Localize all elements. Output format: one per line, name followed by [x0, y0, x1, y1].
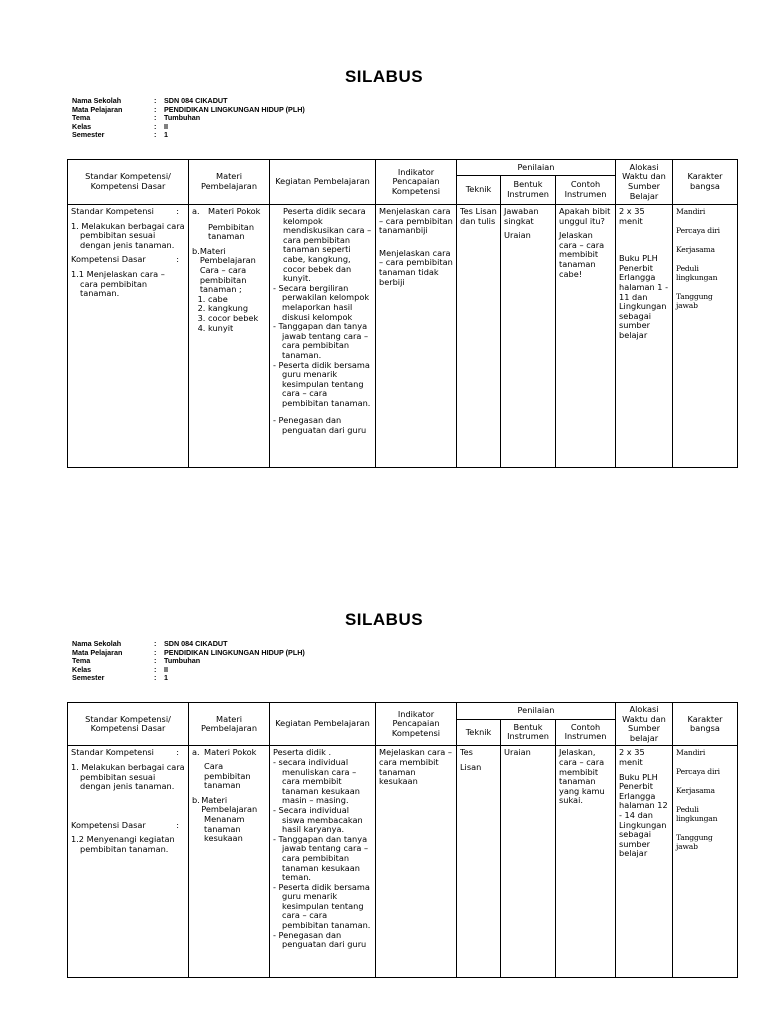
kegiatan-item: - secara individual menuliskan cara – cara membibit tanaman kesukaan masin – masing.: [273, 756, 360, 806]
sk-text: 1. Melakukan berbagai cara pembibitan sesuai dengan jenis tanaman.: [71, 220, 185, 250]
karakter-item: Mandiri: [676, 748, 706, 758]
teknik-item: Lisan: [460, 761, 482, 772]
kegiatan-item: - Secara bergiliran perwakilan kelompok melaporkan hasil diskusi kelompok: [273, 282, 370, 322]
meta-value: Tumbuhan: [164, 113, 201, 123]
kegiatan-item: - Secara individual siswa membacakan hasil karyanya.: [273, 804, 363, 835]
table-row: [68, 205, 738, 468]
meta-label: Tema: [72, 656, 91, 666]
cell-teknik: [457, 746, 501, 978]
document-meta: [72, 97, 305, 140]
header-materi: Materi Pembelajaran: [189, 160, 270, 205]
header-karakter: Karakter bangsa: [673, 703, 738, 746]
header-teknik: Teknik: [457, 176, 501, 205]
cell-materi: a. Materi Pokok Cara pembibitan tanaman b. Materi Pembelajaran Menanam tanaman kesukaan: [189, 746, 270, 978]
meta-label: Kelas: [72, 664, 92, 674]
cell-materi: a. Materi Pokok Pembibitan tanaman b. Materi Pembelajaran Cara – cara pembibitan tanaman ; 1. cabe 2. kangkung 3. cocor bebek 4. kunyit: [189, 205, 270, 468]
cell-indikator: [376, 205, 457, 468]
alokasi-waktu: 2 x 35 menit: [619, 206, 645, 226]
meta-label: Nama Sekolah: [72, 96, 122, 105]
header-alokasi: Alokasi Waktu dan Sumber Belajar: [616, 160, 673, 205]
meta-label: Mata Pelajaran: [72, 104, 123, 114]
meta-label: Kelas: [72, 121, 92, 131]
syllabus-table: [67, 159, 738, 468]
meta-value: II: [164, 121, 168, 131]
sumber-belajar: Buku PLH Penerbit Erlangga halaman 1 - 11 dan Lingkungan sebagai sumber belajar: [619, 253, 669, 340]
header-sk-kd: Standar Kompetensi/ Kompetensi Dasar: [68, 703, 189, 746]
meta-label: Semester: [72, 673, 105, 683]
header-penilaian: Penilaian: [457, 160, 616, 176]
contoh-item: Jelaskan cara – cara membibit tanaman cabe!: [559, 230, 605, 279]
indikator-item: Mejelaskan cara – cara membibit tanaman kesukaan: [379, 747, 452, 787]
header-contoh: Contoh Instrumen: [556, 719, 616, 746]
cell-teknik: Tes Lisan dan tulis: [457, 205, 501, 468]
header-materi: Materi Pembelajaran: [189, 703, 270, 746]
cell-kegiatan: [270, 746, 376, 978]
header-kegiatan: Kegiatan Pembelajaran: [270, 160, 376, 205]
alokasi-waktu: 2 x 35 menit: [619, 747, 645, 767]
materi-a-text: Cara pembibitan tanaman: [204, 760, 251, 791]
syllabus-table: [67, 702, 738, 978]
meta-label: Mata Pelajaran: [72, 647, 123, 657]
kegiatan-intro: Peserta didik .: [273, 747, 332, 758]
meta-value: PENDIDIKAN LINGKUNGAN HIDUP (PLH): [164, 647, 305, 657]
meta-value: II: [164, 664, 168, 674]
header-contoh: Contoh Instrumen: [556, 176, 616, 205]
cell-sk-kd: Standar Kompetensi : 1. Melakukan berbagai cara pembibitan sesuai dengan jenis tanaman. Kompetensi Dasar : 1.2 Menyenangi kegiatan pembibitan tanaman.: [68, 746, 189, 978]
meta-row-semester: Semester : 1: [72, 130, 168, 140]
cell-bentuk: [501, 205, 556, 468]
header-indikator: Indikator Pencapaian Kompetensi: [376, 703, 457, 746]
header-penilaian: Penilaian: [457, 703, 616, 720]
sk-label: Standar Kompetensi: [71, 206, 154, 216]
syllabus-page-2: [0, 540, 768, 1024]
kegiatan-item: - Peserta didik bersama guru menarik kesimpulan tentang cara – cara pembibitan tanaman.: [273, 359, 371, 408]
header-teknik: Teknik: [457, 719, 501, 746]
list-item: 3. cocor bebek: [208, 314, 266, 324]
cell-karakter: [673, 746, 738, 978]
cell-karakter: [673, 205, 738, 468]
indikator-item: Menjelaskan cara – cara pembibitan tanaman tidak berbiji: [379, 247, 453, 287]
header-sk-kd: Standar Kompetensi/ Kompetensi Dasar: [68, 160, 189, 205]
meta-value: SDN 084 CIKADUT: [164, 639, 228, 648]
karakter-item: Percaya diri: [676, 226, 720, 235]
header-alokasi: Alokasi Waktu dan Sumber belajar: [616, 703, 673, 746]
teknik-item: Tes: [460, 747, 473, 758]
meta-row-school: Nama Sekolah : SDN 084 CIKADUT: [72, 96, 228, 105]
meta-row-class: Kelas : II: [72, 664, 168, 674]
cell-sk-kd: Standar Kompetensi : 1. Melakukan berbagai cara pembibitan sesuai dengan jenis tanaman. Kompetensi Dasar : 1.1 Menjelaskan cara – cara pembibitan tanaman.: [68, 205, 189, 468]
header-bentuk: Bentuk Instrumen: [501, 176, 556, 205]
kd-text: 1.1 Menjelaskan cara – cara pembibitan tanaman.: [71, 268, 165, 299]
sk-text: 1. Melakukan berbagai cara pembibitan sesuai dengan jenis tanaman.: [71, 761, 185, 792]
header-indikator: Indikator Pencapaian Kompetensi: [376, 160, 457, 205]
cell-contoh: [556, 746, 616, 978]
cell-alokasi: [616, 746, 673, 978]
page-gap: [0, 520, 768, 540]
meta-row-semester: Semester : 1: [72, 673, 168, 683]
meta-label: Tema: [72, 113, 91, 123]
bentuk-item: Uraian: [504, 230, 531, 241]
contoh-item: Jelaskan, cara – cara membibit tanaman yang kamu sukai.: [559, 747, 605, 806]
contoh-item: Apakah bibit unggul itu?: [559, 206, 611, 226]
meta-row-theme: Tema : Tumbuhan: [72, 113, 201, 123]
kegiatan-item: - Tanggapan dan tanya jawab tentang cara – cara pembibitan tanaman kesukaan teman.: [273, 833, 369, 883]
kd-label: Kompetensi Dasar: [71, 254, 146, 265]
header-karakter: Karakter bangsa: [673, 160, 738, 205]
karakter-item: Kerjasama: [676, 786, 715, 796]
kegiatan-item: - Penegasan dan penguatan dari guru: [273, 415, 367, 436]
header-bentuk: Bentuk Instrumen: [501, 719, 556, 746]
materi-b: Materi Pembelajaran: [201, 794, 258, 815]
page-title: SILABUS: [344, 610, 424, 629]
kegiatan-item: Peserta didik secara kelompok mendiskusikan cara – cara pembibitan tanaman seperti cabe, kangkung, cocor bebek dan kunyit.: [283, 206, 372, 284]
cell-bentuk: [501, 746, 556, 978]
bentuk-item: Jawaban singkat: [504, 206, 539, 226]
karakter-item: Tanggung jawab: [676, 833, 713, 852]
bentuk-item: Uraian: [504, 747, 531, 758]
meta-label: Semester: [72, 130, 105, 140]
materi-b-text: Menanam tanaman kesukaan: [204, 813, 245, 844]
karakter-item: Peduli lingkungan: [676, 805, 718, 824]
kegiatan-item: - Peserta didik bersama guru menarik kesimpulan tentang cara – cara pembibitan tanaman.: [273, 881, 371, 931]
meta-value: Tumbuhan: [164, 656, 201, 666]
page-title: SILABUS: [344, 67, 424, 86]
karakter-item: Percaya diri: [676, 767, 720, 777]
meta-row-class: Kelas : II: [72, 121, 168, 131]
kd-label: Kompetensi Dasar: [71, 819, 146, 830]
document-meta: [72, 640, 305, 683]
cell-kegiatan: [270, 205, 376, 468]
cell-alokasi: [616, 205, 673, 468]
sumber-belajar: Buku PLH Penerbit Erlangga halaman 12 - 14 dan Lingkungan sebagai sumber belajar: [619, 771, 668, 859]
materi-a: Materi Pokok: [204, 747, 257, 758]
karakter-item: Mandiri: [676, 207, 706, 216]
meta-row-theme: Tema : Tumbuhan: [72, 656, 201, 666]
materi-list: [192, 295, 266, 333]
meta-value: 1: [164, 130, 168, 140]
kegiatan-item: - Penegasan dan penguatan dari guru: [273, 929, 367, 950]
sk-label: Standar Kompetensi: [71, 747, 154, 758]
meta-value: 1: [164, 673, 168, 683]
meta-row-subject: Mata Pelajaran : PENDIDIKAN LINGKUNGAN HIDUP (PLH): [72, 104, 305, 114]
list-item: 2. kangkung: [208, 304, 266, 314]
meta-row-school: Nama Sekolah : SDN 084 CIKADUT: [72, 639, 228, 648]
kd-text: 1.2 Menyenangi kegiatan pembibitan tanaman.: [71, 834, 175, 854]
materi-b: Materi Pembelajaran Cara – cara pembibitan tanaman ;: [199, 245, 256, 295]
indikator-item: Menjelaskan cara – cara pembibitan tanamanbiji: [379, 206, 453, 236]
meta-value: SDN 084 CIKADUT: [164, 96, 228, 105]
table-row: [68, 746, 738, 978]
karakter-item: Peduli lingkungan: [676, 264, 718, 282]
karakter-item: Tanggung jawab: [676, 292, 713, 310]
header-kegiatan: Kegiatan Pembelajaran: [270, 703, 376, 746]
cell-indikator: [376, 746, 457, 978]
kegiatan-item: - Tanggapan dan tanya jawab tentang cara – cara pembibitan tanaman.: [273, 321, 369, 360]
list-item: 4. kunyit: [208, 324, 266, 334]
meta-label: Nama Sekolah: [72, 639, 122, 648]
materi-a: Materi Pokok: [208, 206, 261, 216]
list-item: 1. cabe: [208, 295, 266, 305]
meta-row-subject: Mata Pelajaran : PENDIDIKAN LINGKUNGAN HIDUP (PLH): [72, 647, 305, 657]
cell-contoh: [556, 205, 616, 468]
karakter-item: Kerjasama: [676, 245, 715, 254]
materi-a-text: Pembibitan tanaman: [208, 221, 255, 242]
meta-value: PENDIDIKAN LINGKUNGAN HIDUP (PLH): [164, 104, 305, 114]
